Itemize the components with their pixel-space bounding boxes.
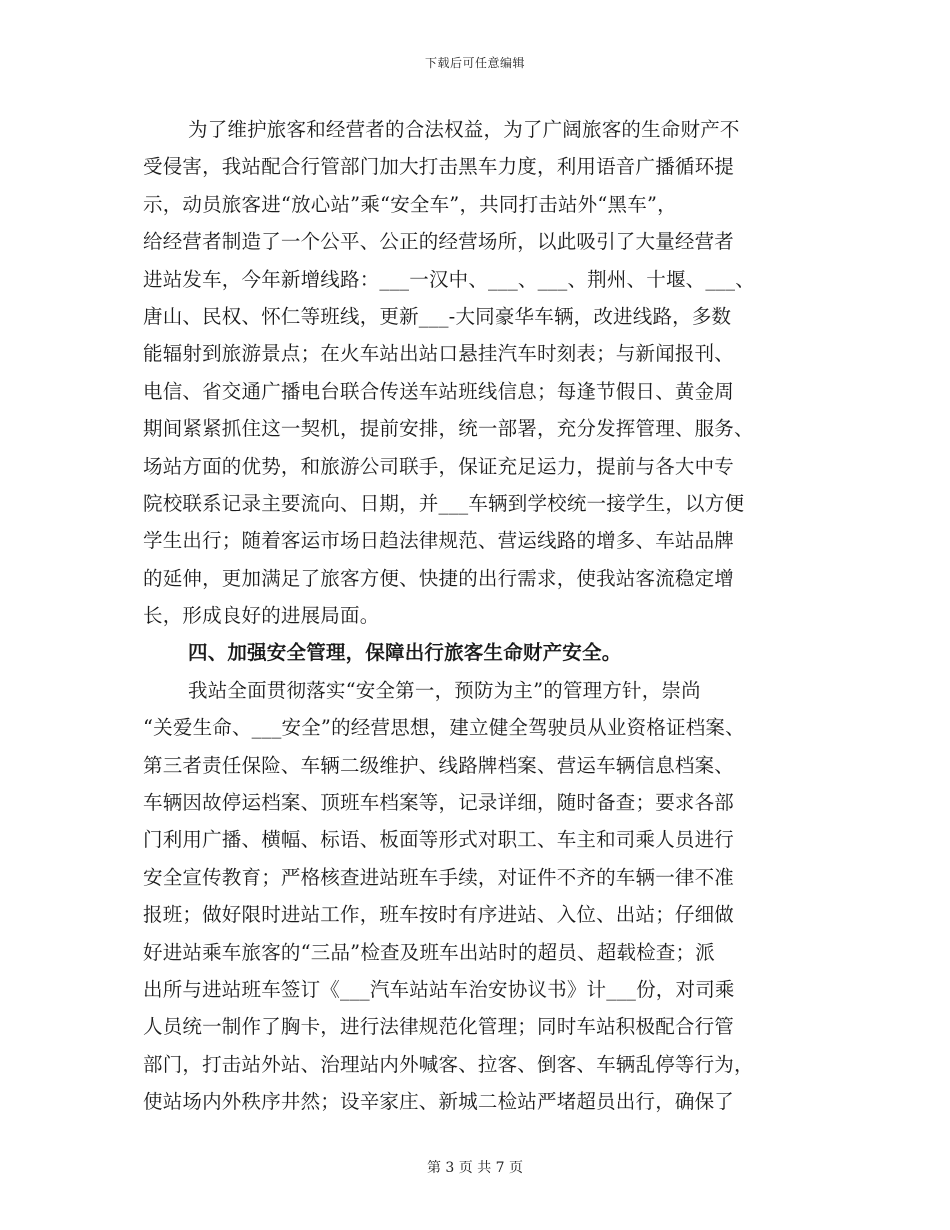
text-line: 院校联系记录主要流向、日期，并___车辆到学校统一接学生，以方便 xyxy=(143,491,745,515)
text-line: 期间紧紧抓住这一契机，提前安排，统一部署，充分发挥管理、服务、 xyxy=(143,417,754,441)
text-line: 门利用广播、横幅、标语、板面等形式对职工、车主和司乘人员进行 xyxy=(143,828,735,852)
text-line: 唐山、民权、怀仁等班线，更新___-大同豪华车辆，改进线路，多数 xyxy=(143,304,732,328)
text-line: 进站发车，今年新增线路：___一汉中、___、___、荆州、十堰、___、 xyxy=(143,267,755,291)
text-line: 能辐射到旅游景点；在火车站出站口悬挂汽车时刻表；与新闻报刊、 xyxy=(143,342,735,366)
text-line: 电信、省交通广播电台联合传送车站班线信息；每逢节假日、黄金周 xyxy=(143,379,735,403)
page-header: 下载后可任意编辑 xyxy=(424,56,525,70)
text-line: 我站全面贯彻落实“安全第一，预防为主”的管理方针，崇尚 xyxy=(188,678,701,702)
document-body xyxy=(143,111,823,1121)
text-line: 安全宣传教育；严格核查进站班车手续，对证件不齐的车辆一律不准 xyxy=(143,865,735,889)
text-line: 长，形成良好的进展局面。 xyxy=(143,604,380,628)
text-line: 的延伸，更加满足了旅客方便、快捷的出行需求，使我站客流稳定增 xyxy=(143,566,735,590)
text-line: 受侵害，我站配合行管部门加大打击黑车力度，利用语音广播循环提 xyxy=(143,155,735,179)
text-line: 学生出行；随着客运市场日趋法律规范、营运线路的增多、车站品牌 xyxy=(143,529,735,553)
text-line: 为了维护旅客和经营者的合法权益，为了广阔旅客的生命财产不 xyxy=(188,118,740,141)
text-line: “关爱生命、___安全”的经营思想，建立健全驾驶员从业资格证档案、 xyxy=(143,716,745,740)
text-line: 第三者责任保险、车辆二级维护、线路牌档案、营运车辆信息档案、 xyxy=(143,753,735,777)
text-line: 示，动员旅客进“放心站”乘“安全车”，共同打击站外“黑车”， xyxy=(143,192,677,216)
text-line: 人员统一制作了胸卡，进行法律规范化管理；同时车站积极配合行管 xyxy=(143,1015,735,1039)
text-line: 报班；做好限时进站工作，班车按时有序进站、入位、出站；仔细做 xyxy=(143,903,735,927)
page-number: 第 3 页 共 7 页 xyxy=(426,1160,524,1176)
text-line: 车辆因故停运档案、顶班车档案等，记录详细，随时备查；要求各部 xyxy=(143,791,735,815)
text-line: 好进站乘车旅客的“三品”检查及班车出站时的超员、超载检查；派 xyxy=(143,940,715,964)
text-line: 场站方面的优势，和旅游公司联手，保证充足运力，提前与各大中专 xyxy=(143,454,735,478)
section-heading: 四、加强安全管理，保障出行旅客生命财产安全。 xyxy=(188,641,622,665)
text-line: 使站场内外秩序井然；设辛家庄、新城二检站严堵超员出行，确保了 xyxy=(143,1090,735,1114)
text-line: 给经营者制造了一个公平、公正的经营场所，以此吸引了大量经营者 xyxy=(143,230,735,254)
text-line: 部门，打击站外站、治理站内外喊客、拉客、倒客、车辆乱停等行为， xyxy=(143,1052,754,1076)
text-line: 出所与进站班车签订《___汽车站站车治安协议书》计___份，对司乘 xyxy=(143,977,735,1001)
